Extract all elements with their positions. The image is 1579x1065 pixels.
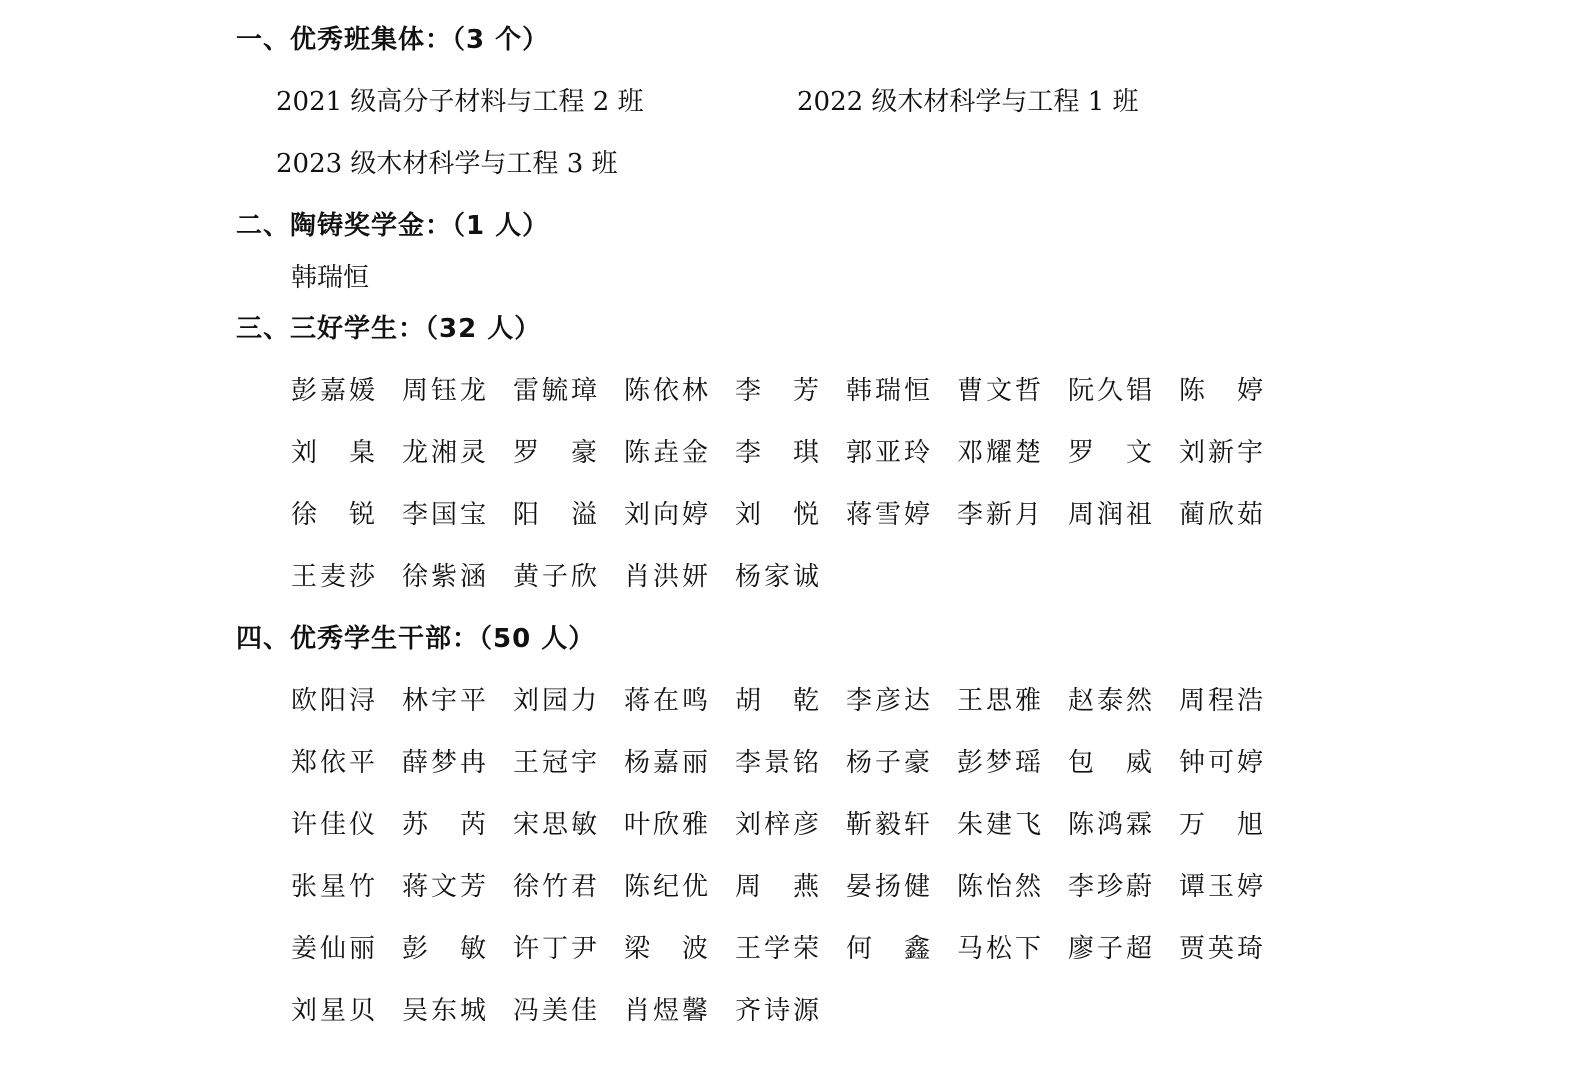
student-leader-name: 彭梦瑶 [957,748,1041,778]
merit-student-name: 罗豪 [513,438,597,468]
student-leader-name: 叶欣雅 [624,810,708,840]
scholarship-recipient-name: 韩瑞恒 [291,263,370,293]
student-leader-name: 刘星贝 [291,996,375,1026]
merit-student-name: 邓耀楚 [957,438,1041,468]
merit-student-name: 陈垚金 [624,438,708,468]
merit-student-name: 雷毓璋 [513,376,597,406]
merit-student-name: 陈婷 [1179,376,1263,406]
student-leader-name: 陈怡然 [957,872,1041,902]
student-leader-name: 何鑫 [846,934,930,964]
student-leader-name: 钟可婷 [1179,748,1263,778]
student-leader-name: 马松下 [957,934,1041,964]
student-leader-name: 包威 [1068,748,1152,778]
merit-student-name: 李新月 [957,500,1041,530]
student-leader-name: 薛梦冉 [402,748,486,778]
student-leader-name: 肖煜馨 [624,996,708,1026]
student-leader-name: 齐诗源 [735,996,819,1026]
student-leader-name: 朱建飞 [957,810,1041,840]
merit-student-name: 阮久锠 [1068,376,1152,406]
merit-student-name: 周钰龙 [402,376,486,406]
student-leader-name: 周燕 [735,872,819,902]
merit-student-name: 郭亚玲 [846,438,930,468]
merit-student-name: 曹文哲 [957,376,1041,406]
merit-student-name: 李芳 [735,376,819,406]
merit-student-name: 黄子欣 [513,562,597,592]
merit-student-name: 徐锐 [291,500,375,530]
student-leader-name: 许佳仪 [291,810,375,840]
class-item: 2022 级木材科学与工程 1 班 [797,87,1139,117]
student-leader-name: 胡乾 [735,686,819,716]
merit-student-name: 刘向婷 [624,500,708,530]
merit-student-name: 刘臬 [291,438,375,468]
student-leader-name: 梁波 [624,934,708,964]
section-heading-excellent-classes: 一、优秀班集体：（3 个） [236,25,550,55]
student-leader-name: 王冠宇 [513,748,597,778]
merit-student-name: 蒋雪婷 [846,500,930,530]
student-leader-name: 李景铭 [735,748,819,778]
merit-student-name: 肖洪妍 [624,562,708,592]
student-leader-name: 刘梓彦 [735,810,819,840]
merit-student-name: 李国宝 [402,500,486,530]
section-heading-student-leaders: 四、优秀学生干部：（50 人） [236,624,596,654]
merit-student-name: 陈依林 [624,376,708,406]
student-leader-name: 冯美佳 [513,996,597,1026]
merit-student-name: 彭嘉媛 [291,376,375,406]
student-leader-name: 林宇平 [402,686,486,716]
student-leader-name: 许丁尹 [513,934,597,964]
student-leader-name: 姜仙丽 [291,934,375,964]
student-leader-name: 张星竹 [291,872,375,902]
student-leader-name: 徐竹君 [513,872,597,902]
merit-student-name: 周润祖 [1068,500,1152,530]
student-leader-name: 欧阳浔 [291,686,375,716]
student-leader-name: 廖子超 [1068,934,1152,964]
merit-student-name: 杨家诚 [735,562,819,592]
student-leader-name: 彭敏 [402,934,486,964]
student-leader-name: 苏芮 [402,810,486,840]
student-leader-name: 李珍蔚 [1068,872,1152,902]
student-leader-name: 陈纪优 [624,872,708,902]
merit-student-name: 阳溢 [513,500,597,530]
section-heading-merit-students: 三、三好学生：（32 人） [236,314,542,344]
student-leader-name: 万旭 [1179,810,1263,840]
student-leader-name: 赵泰然 [1068,686,1152,716]
student-leader-name: 王学荣 [735,934,819,964]
student-leader-name: 杨子豪 [846,748,930,778]
student-leader-name: 靳毅轩 [846,810,930,840]
class-item: 2021 级高分子材料与工程 2 班 [276,87,644,117]
merit-student-name: 刘悦 [735,500,819,530]
merit-student-name: 徐紫涵 [402,562,486,592]
merit-student-name: 龙湘灵 [402,438,486,468]
student-leader-name: 王思雅 [957,686,1041,716]
section-heading-taozhu-scholarship: 二、陶铸奖学金：（1 人） [236,211,550,241]
student-leader-name: 李彦达 [846,686,930,716]
student-leader-name: 陈鸿霖 [1068,810,1152,840]
student-leader-name: 晏扬健 [846,872,930,902]
student-leader-name: 杨嘉丽 [624,748,708,778]
class-item: 2023 级木材科学与工程 3 班 [276,149,618,179]
student-leader-name: 周程浩 [1179,686,1263,716]
student-leader-name: 蒋文芳 [402,872,486,902]
merit-student-name: 刘新宇 [1179,438,1263,468]
merit-student-name: 罗文 [1068,438,1152,468]
merit-student-name: 李琪 [735,438,819,468]
student-leader-name: 刘园力 [513,686,597,716]
merit-student-name: 韩瑞恒 [846,376,930,406]
student-leader-name: 蒋在鸣 [624,686,708,716]
merit-student-name: 蔺欣茹 [1179,500,1263,530]
student-leader-name: 谭玉婷 [1179,872,1263,902]
student-leader-name: 吴东城 [402,996,486,1026]
merit-student-name: 王麦莎 [291,562,375,592]
student-leader-name: 贾英琦 [1179,934,1263,964]
student-leader-name: 宋思敏 [513,810,597,840]
student-leader-name: 郑依平 [291,748,375,778]
